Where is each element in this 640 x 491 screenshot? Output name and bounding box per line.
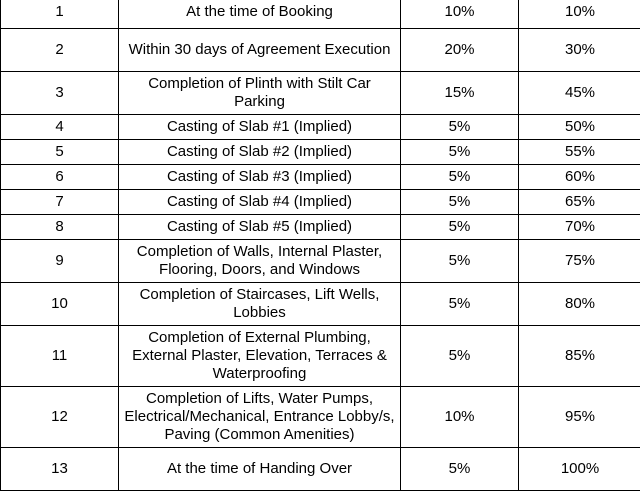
- payment-percent: 15%: [401, 72, 519, 115]
- row-number: 3: [1, 72, 119, 115]
- cumulative-percent: 100%: [519, 448, 640, 491]
- payment-percent: 5%: [401, 190, 519, 215]
- payment-percent: 5%: [401, 448, 519, 491]
- payment-percent: 5%: [401, 283, 519, 326]
- payment-percent: 20%: [401, 29, 519, 72]
- table-row: [1, 387, 640, 448]
- table-row: [1, 240, 640, 283]
- table-row: [1, 29, 640, 72]
- table-row: [1, 215, 640, 240]
- cumulative-percent: 30%: [519, 29, 640, 72]
- row-number: 7: [1, 190, 119, 215]
- stage-description: Completion of Walls, Internal Plaster, Flooring, Doors, and Windows: [119, 240, 401, 283]
- row-number: 1: [1, 0, 119, 29]
- payment-percent: 10%: [401, 0, 519, 29]
- cumulative-percent: 75%: [519, 240, 640, 283]
- table-row: [1, 115, 640, 140]
- cumulative-percent: 70%: [519, 215, 640, 240]
- cumulative-percent: 45%: [519, 72, 640, 115]
- cumulative-percent: 95%: [519, 387, 640, 448]
- cumulative-percent: 80%: [519, 283, 640, 326]
- row-number: 13: [1, 448, 119, 491]
- payment-percent: 5%: [401, 140, 519, 165]
- stage-description: Completion of Staircases, Lift Wells, Lobbies: [119, 283, 401, 326]
- table-row: [1, 0, 640, 29]
- row-number: 8: [1, 215, 119, 240]
- table-row: [1, 326, 640, 387]
- row-number: 12: [1, 387, 119, 448]
- row-number: 10: [1, 283, 119, 326]
- row-number: 6: [1, 165, 119, 190]
- payment-percent: 5%: [401, 115, 519, 140]
- cumulative-percent: 65%: [519, 190, 640, 215]
- cumulative-percent: 55%: [519, 140, 640, 165]
- cumulative-percent: 10%: [519, 0, 640, 29]
- cumulative-percent: 85%: [519, 326, 640, 387]
- table-row: [1, 190, 640, 215]
- stage-description: Completion of External Plumbing, External Plaster, Elevation, Terraces & Waterproofing: [119, 326, 401, 387]
- row-number: 5: [1, 140, 119, 165]
- payment-percent: 5%: [401, 326, 519, 387]
- stage-description: Within 30 days of Agreement Execution: [119, 29, 401, 72]
- cumulative-percent: 50%: [519, 115, 640, 140]
- row-number: 9: [1, 240, 119, 283]
- payment-percent: 5%: [401, 215, 519, 240]
- stage-description: Casting of Slab #5 (Implied): [119, 215, 401, 240]
- table-row: [1, 283, 640, 326]
- row-number: 4: [1, 115, 119, 140]
- payment-percent: 5%: [401, 165, 519, 190]
- row-number: 11: [1, 326, 119, 387]
- stage-description: Completion of Lifts, Water Pumps, Electrical/Mechanical, Entrance Lobby/s, Paving (Common Amenities): [119, 387, 401, 448]
- stage-description: At the time of Handing Over: [119, 448, 401, 491]
- stage-description: Casting of Slab #2 (Implied): [119, 140, 401, 165]
- table-row: [1, 140, 640, 165]
- table-row: [1, 72, 640, 115]
- stage-description: Casting of Slab #3 (Implied): [119, 165, 401, 190]
- stage-description: Casting of Slab #4 (Implied): [119, 190, 401, 215]
- stage-description: At the time of Booking: [119, 0, 401, 29]
- stage-description: Completion of Plinth with Stilt Car Parking: [119, 72, 401, 115]
- cumulative-percent: 60%: [519, 165, 640, 190]
- table-row: [1, 165, 640, 190]
- table-row: [1, 448, 640, 491]
- payment-percent: 10%: [401, 387, 519, 448]
- row-number: 2: [1, 29, 119, 72]
- stage-description: Casting of Slab #1 (Implied): [119, 115, 401, 140]
- payment-percent: 5%: [401, 240, 519, 283]
